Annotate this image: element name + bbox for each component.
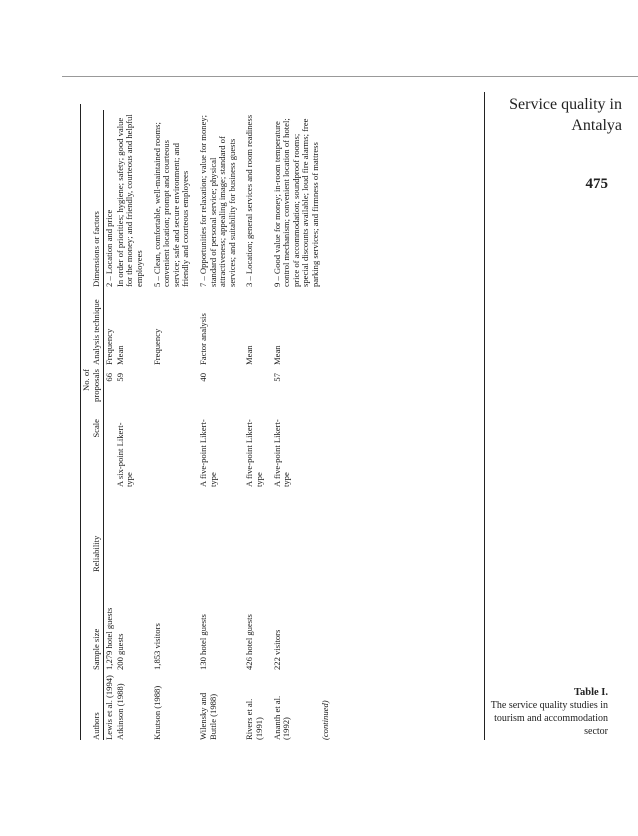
cell-reliability — [115, 487, 145, 572]
cell-reliability — [145, 487, 191, 572]
header-proposals: No. of proposals — [82, 365, 104, 409]
cell-reliability — [104, 487, 115, 572]
cell-proposals — [237, 365, 264, 409]
cell-sample: 130 hotel guests — [197, 614, 208, 670]
cell-authors: Rivers et al. (1991) — [244, 698, 264, 740]
header-analysis: Analysis technique — [82, 287, 104, 365]
cell-analysis: Frequency — [151, 328, 162, 365]
cell-scale — [104, 409, 115, 487]
table-row — [104, 110, 115, 740]
cell-dimensions: 2 – Location and price — [104, 209, 115, 287]
cell-sample: 1,853 visitors — [151, 623, 162, 670]
cell-authors: Wilensky and Buttle (1988) — [197, 692, 218, 740]
header-sample-size: Sample size — [82, 572, 104, 670]
table-row — [237, 110, 264, 740]
cell-sample: 426 hotel guests — [244, 614, 255, 670]
cell-sample: 1,279 hotel guests — [104, 607, 115, 670]
running-title: Service quality in Antalya — [509, 96, 622, 134]
cell-dimensions: 3 – Location; general services and room readiness — [244, 114, 255, 287]
cell-proposals: 40 — [197, 373, 208, 382]
cell-dimensions: 9 – Good value for money; in-room temperature control mechanism; convenient location of hotel; price of accommodation; soundproof rooms; special discounts available; loud fire alarms; free parking services; and firmness of mattress — [271, 118, 320, 287]
table-caption — [488, 686, 608, 738]
cell-analysis: Mean — [114, 345, 125, 365]
cell-dimensions: 7 – Opportunities for relaxation; value for money; standard of personal service; physical attractiveness; appealing image; standard of services; and suitability for business guests — [197, 114, 237, 287]
header-reliability: Reliability — [82, 487, 104, 572]
continued-note: (continued) — [320, 700, 331, 740]
cell-authors: Lewis et al. (1994) — [104, 675, 115, 740]
cell-scale: A five-point Likert-type — [197, 419, 218, 487]
header-authors: Authors — [82, 670, 104, 740]
table-row — [191, 110, 237, 740]
cell-authors: Ananth et al. (1992) — [271, 695, 292, 740]
rotated-table — [82, 110, 477, 740]
cell-sample: 200 guests — [114, 633, 125, 670]
header-dimensions: Dimensions or factors — [82, 110, 104, 287]
top-rule — [62, 76, 638, 77]
cell-authors: Atkinson (1988) — [114, 683, 125, 740]
cell-authors: Knutson (1988) — [151, 685, 162, 740]
cell-dimensions: 5 – Clean, comfortable, well-maintained rooms; convenient location; prompt and courteous service; safe and secure environment; and friendly and courteous employees — [151, 122, 191, 287]
header-scale: Scale — [82, 409, 104, 487]
table-row — [115, 110, 145, 740]
table-row — [265, 110, 321, 740]
caption-label: Table I. — [573, 687, 608, 698]
page-number: 475 — [585, 176, 608, 192]
cell-reliability — [191, 487, 237, 572]
cell-analysis: Factor analysis — [197, 313, 208, 365]
cell-sample: 222 visitors — [271, 629, 282, 670]
cell-scale: A five-point Likert-type — [271, 419, 292, 487]
cell-proposals: 59 — [114, 373, 125, 382]
cell-proposals: 66 — [104, 373, 115, 382]
cell-reliability — [237, 487, 264, 572]
cell-analysis: Mean — [271, 345, 282, 365]
cell-scale — [145, 409, 191, 487]
cell-proposals: 57 — [271, 373, 282, 382]
cell-scale: A six-point Likert-type — [114, 422, 135, 487]
table-left-rule — [80, 104, 81, 740]
table-right-rule — [484, 92, 485, 740]
service-quality-table — [82, 110, 331, 740]
cell-analysis: Mean — [244, 345, 255, 365]
table-header-row — [82, 110, 104, 740]
caption-text: The service quality studies in tourism and accommodation sector — [490, 700, 608, 737]
cell-scale: A five-point Likert-type — [244, 419, 264, 487]
table-row — [145, 110, 191, 740]
cell-analysis: Frequency — [104, 328, 115, 365]
cell-dimensions: In order of priorities; hygiene; safety; good value for the money; and friendly, courteous and helpful employees — [114, 114, 144, 287]
cell-reliability — [265, 487, 321, 572]
cell-proposals — [145, 365, 191, 409]
continued-row — [320, 110, 331, 740]
